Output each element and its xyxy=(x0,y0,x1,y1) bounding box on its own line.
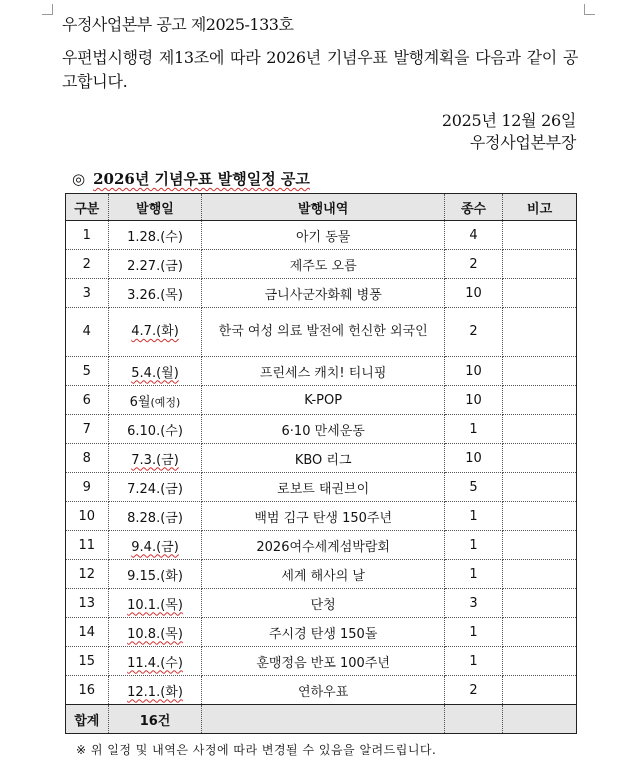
table-row xyxy=(66,444,577,473)
row-count: 2 xyxy=(444,308,502,357)
row-note xyxy=(503,618,577,647)
row-note xyxy=(503,647,577,676)
double-circle-icon: ◎ xyxy=(72,170,86,188)
row-date: 6월(예정) xyxy=(108,386,202,415)
row-count: 3 xyxy=(444,589,502,618)
row-count: 10 xyxy=(444,386,502,415)
row-date: 10.8.(목) xyxy=(108,618,202,647)
table-row xyxy=(66,618,577,647)
row-count: 2 xyxy=(444,250,502,279)
row-desc: 연하우표 xyxy=(202,676,444,705)
table-row xyxy=(66,676,577,705)
table-row xyxy=(66,531,577,560)
section-title-text: 2026년 기념우표 발행일정 공고 xyxy=(93,170,310,188)
row-no: 8 xyxy=(66,444,109,473)
row-count: 5 xyxy=(444,473,502,502)
row-date: 10.1.(목) xyxy=(108,589,202,618)
row-no: 14 xyxy=(66,618,109,647)
row-date: 11.4.(수) xyxy=(108,647,202,676)
row-date: 4.7.(화) xyxy=(108,308,202,357)
table-row xyxy=(66,415,577,444)
row-note xyxy=(503,560,577,589)
row-no: 9 xyxy=(66,473,109,502)
row-desc: 금니사군자화훼 병풍 xyxy=(202,279,444,308)
page-corner-mark-right xyxy=(584,4,595,15)
row-date: 5.4.(월) xyxy=(108,357,202,386)
row-note xyxy=(503,250,577,279)
row-no: 15 xyxy=(66,647,109,676)
row-no: 10 xyxy=(66,502,109,531)
row-desc: 아기 동물 xyxy=(202,221,444,250)
row-desc: K-POP xyxy=(202,386,444,415)
row-note xyxy=(503,531,577,560)
row-no: 12 xyxy=(66,560,109,589)
row-no: 5 xyxy=(66,357,109,386)
table-row xyxy=(66,647,577,676)
row-no: 13 xyxy=(66,589,109,618)
header-desc: 발행내역 xyxy=(202,194,444,221)
row-count: 1 xyxy=(444,415,502,444)
total-value: 16건 xyxy=(108,705,202,734)
row-no: 4 xyxy=(66,308,109,357)
header-count: 종수 xyxy=(444,194,502,221)
stamp-schedule-table xyxy=(65,193,577,734)
row-note xyxy=(503,386,577,415)
table-row xyxy=(66,589,577,618)
row-note xyxy=(503,308,577,357)
row-no: 2 xyxy=(66,250,109,279)
row-desc: 로보트 태권브이 xyxy=(202,473,444,502)
row-no: 7 xyxy=(66,415,109,444)
row-date: 12.1.(화) xyxy=(108,676,202,705)
row-date: 9.15.(화) xyxy=(108,560,202,589)
row-date: 8.28.(금) xyxy=(108,502,202,531)
row-note xyxy=(503,279,577,308)
notice-number: 우정사업본부 공고 제2025-133호 xyxy=(62,15,294,34)
row-count: 1 xyxy=(444,560,502,589)
header-no: 구분 xyxy=(66,194,109,221)
row-desc: 훈맹정음 반포 100주년 xyxy=(202,647,444,676)
table-row xyxy=(66,502,577,531)
row-count: 1 xyxy=(444,502,502,531)
header-date: 발행일 xyxy=(108,194,202,221)
row-date: 7.3.(금) xyxy=(108,444,202,473)
row-date: 7.24.(금) xyxy=(108,473,202,502)
row-note xyxy=(503,502,577,531)
row-count: 2 xyxy=(444,676,502,705)
row-count: 10 xyxy=(444,357,502,386)
table-total-row xyxy=(66,705,577,734)
row-date: 6.10.(수) xyxy=(108,415,202,444)
row-count: 1 xyxy=(444,531,502,560)
row-desc: 2026여수세계섬박람회 xyxy=(202,531,444,560)
row-desc: 프린세스 캐치! 티니핑 xyxy=(202,357,444,386)
row-no: 3 xyxy=(66,279,109,308)
row-desc: 제주도 오름 xyxy=(202,250,444,279)
row-desc: 세계 해사의 날 xyxy=(202,560,444,589)
table-row xyxy=(66,250,577,279)
row-no: 6 xyxy=(66,386,109,415)
row-date-sub: (예정) xyxy=(150,395,181,409)
notice-body: 우편법시행령 제13조에 따라 2026년 기념우표 발행계획을 다음과 같이 공고합니다. xyxy=(62,48,578,91)
table-header-row xyxy=(66,194,577,221)
row-desc: 백범 김구 탄생 150주년 xyxy=(202,502,444,531)
total-count-cell xyxy=(444,705,502,734)
row-desc: 단청 xyxy=(202,589,444,618)
row-no: 11 xyxy=(66,531,109,560)
row-date: 9.4.(금) xyxy=(108,531,202,560)
table-row xyxy=(66,560,577,589)
table-row xyxy=(66,221,577,250)
row-note xyxy=(503,357,577,386)
row-note xyxy=(503,221,577,250)
row-desc: 6·10 만세운동 xyxy=(202,415,444,444)
row-desc: 주시경 탄생 150돌 xyxy=(202,618,444,647)
row-desc: 한국 여성 의료 발전에 헌신한 외국인 xyxy=(202,308,444,357)
total-label: 합계 xyxy=(66,705,109,734)
table-row xyxy=(66,386,577,415)
table-row xyxy=(66,308,577,357)
row-note xyxy=(503,444,577,473)
table-row xyxy=(66,357,577,386)
row-desc: KBO 리그 xyxy=(202,444,444,473)
row-date: 3.26.(목) xyxy=(108,279,202,308)
row-count: 4 xyxy=(444,221,502,250)
row-count: 1 xyxy=(444,618,502,647)
notice-date: 2025년 12월 26일 xyxy=(441,111,576,130)
section-title xyxy=(72,168,310,189)
total-desc-cell xyxy=(202,705,444,734)
row-no: 16 xyxy=(66,676,109,705)
header-note: 비고 xyxy=(503,194,577,221)
row-count: 1 xyxy=(444,647,502,676)
table-row xyxy=(66,473,577,502)
table-row xyxy=(66,279,577,308)
row-note xyxy=(503,415,577,444)
row-date: 2.27.(금) xyxy=(108,250,202,279)
row-count: 10 xyxy=(444,444,502,473)
row-date: 1.28.(수) xyxy=(108,221,202,250)
total-note-cell xyxy=(503,705,577,734)
page-corner-mark-left xyxy=(42,4,53,15)
row-no: 1 xyxy=(66,221,109,250)
notice-signer: 우정사업본부장 xyxy=(469,133,576,152)
row-note xyxy=(503,676,577,705)
row-note xyxy=(503,473,577,502)
row-count: 10 xyxy=(444,279,502,308)
row-note xyxy=(503,589,577,618)
footnote: ※ 위 일정 및 내역은 사정에 따라 변경될 수 있음을 알려드립니다. xyxy=(76,743,437,757)
